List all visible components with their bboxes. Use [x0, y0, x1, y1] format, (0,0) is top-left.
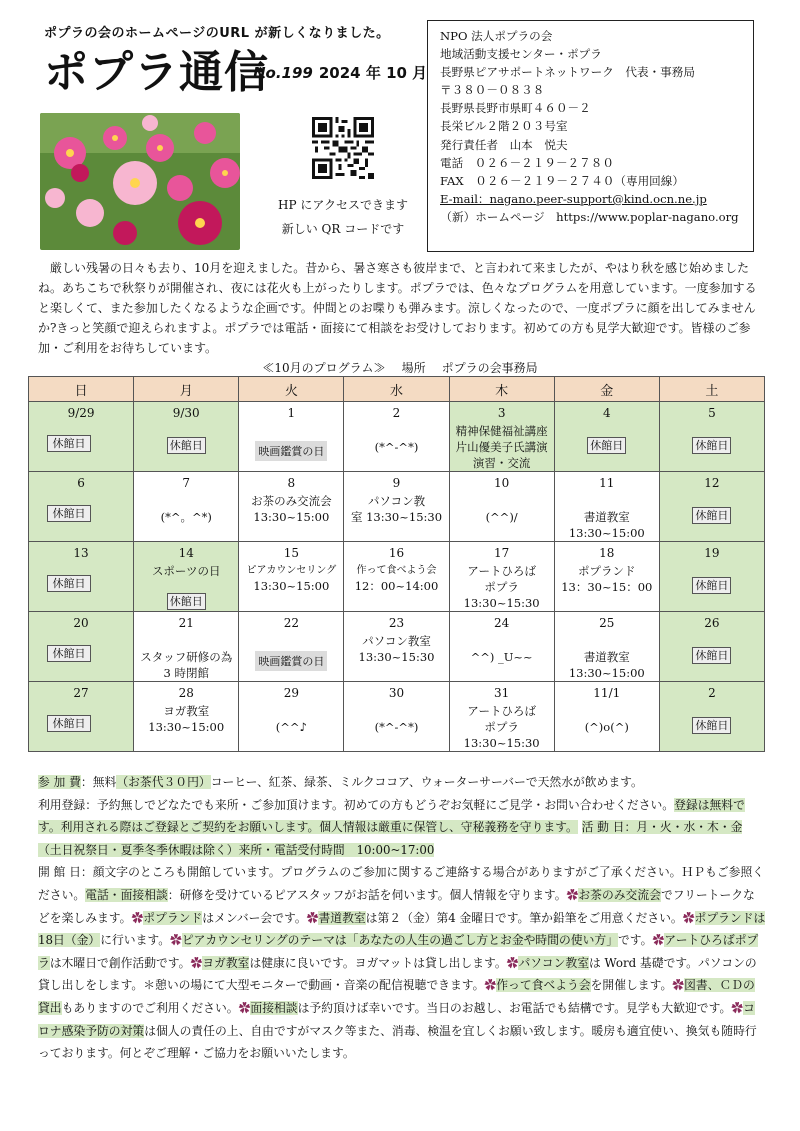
flower-bullet-icon: ✿	[306, 910, 319, 925]
calendar-event-text: スポーツの日	[151, 564, 221, 578]
weekday-sun: 日	[29, 377, 134, 402]
organization-info-box	[427, 20, 754, 252]
calendar-event-text: 13:30~15:00	[568, 526, 645, 540]
calendar-event-text: 13：30~15：00	[561, 580, 653, 594]
homepage-link[interactable]: （新）ホームページ https://www.poplar-nagano.org	[440, 209, 739, 224]
calendar-event-text	[452, 493, 552, 509]
intro-paragraph: 厳しい残暑の日々も去り、10月を迎えました。昔から、暑さ寒さも彼岸まで、と言われて来ましたが、やはり秋を感じ始めましたね。あちこちで秋祭りが開催され、夜には花火も上がったりします。ポプラでは、色々なプログラムを用意しています。一度参加すると楽しくて、また参加したくなるような企画です。仲間とのお喋りも弾みます。涼しくなったので、一度ポプラに顔を出してみませんか?きっと笑顔で迎えられますよ。ポプラでは電話・面接にて相談をお受けしております。初めての方も見学大歓迎です。皆様のご参加・ご利用をお待ちしています。	[38, 261, 757, 355]
calendar-day-cell	[344, 402, 449, 472]
calendar-event-text: 書道教室	[583, 650, 630, 664]
url-notice: ポプラの会のホームページのURL が新しくなりました。	[44, 26, 390, 41]
calendar-event-text	[557, 633, 657, 649]
calendar-event-text: (^^♪	[275, 720, 307, 734]
calendar-day-number: 26	[704, 616, 720, 630]
calendar-day-cell	[554, 542, 659, 612]
calendar-event-text: 13:30~15:30	[463, 596, 540, 610]
calendar-day-number: 21	[178, 616, 194, 630]
calendar-day-number: 11	[599, 476, 615, 490]
popland-text: はメンバー会です。	[202, 910, 307, 925]
cosmos-flowers-image	[40, 113, 240, 250]
calendar-event-text: 3 時閉館	[163, 666, 209, 680]
calendar-day-number: 9/30	[172, 406, 200, 420]
info-line: 発行責任者 山本 悦夫	[440, 137, 568, 152]
calendar-event-text: 片山優美子氏講演	[455, 440, 548, 454]
calendar-event-text	[346, 423, 446, 439]
calendar-day-cell	[554, 682, 659, 752]
fee-line	[38, 771, 766, 794]
calendar-day-number: 16	[388, 546, 405, 560]
calendar-day-number: 18	[599, 546, 615, 560]
calendar-day-cell	[239, 612, 344, 682]
closed-day-label: 休館日	[692, 437, 731, 454]
calendar-day-number: 6	[77, 476, 85, 490]
issue-info	[253, 62, 427, 83]
art-label: アートひろばポプラ	[38, 933, 759, 970]
calendar-day-cell	[239, 682, 344, 752]
info-line: 長野県ピアサポートネットワーク 代表・事務局	[440, 65, 695, 80]
info-line: 電話 ０２６－２１９－２７８０	[440, 155, 614, 170]
popland-date: ポプランドは18日（金）	[38, 910, 766, 948]
popland-label: ポプランド	[143, 910, 203, 925]
calendar-day-cell	[239, 542, 344, 612]
flower-bullet-icon: ✿	[652, 933, 665, 948]
pc-label: パソコン教室	[518, 955, 589, 970]
info-line: 〒３８０－０８３８	[440, 83, 545, 98]
calendar-day-number: 19	[704, 546, 720, 560]
calendar-event-text: ^^) _U~~	[470, 650, 533, 664]
info-line: FAX ０２６－２１９－２７４０（専用回線）	[440, 173, 684, 188]
calendar-day-number: 5	[708, 406, 716, 420]
calendar-week-row	[29, 612, 765, 682]
qr-caption	[262, 193, 424, 241]
calendar-event-text: アートひろば	[467, 704, 536, 718]
calendar-event-text: 12：00~14:00	[354, 579, 439, 593]
calendar-day-cell	[449, 402, 554, 472]
calendar-event-text: 書道教室	[583, 510, 630, 524]
calendar-event-text: 13:30~15:30	[463, 736, 540, 750]
program-title: ≪10月のプログラム≫	[262, 361, 386, 375]
activity-days: 活 動 日：月・火・水・木・金（土日祝祭日・夏季冬季休暇は除く）来所・電話受付時間 10:00~17:00	[38, 820, 743, 857]
weekday-wed: 水	[344, 377, 449, 402]
yoga-label: ヨガ教室	[202, 955, 250, 970]
calendar-day-cell	[449, 472, 554, 542]
calendar-day-cell	[449, 542, 554, 612]
calendar-event-text: パソコン教	[367, 494, 426, 508]
flower-bullet-icon: ✿	[131, 910, 144, 925]
flower-bullet-icon: ✿	[731, 1000, 744, 1015]
closed-day-label: 休館日	[47, 715, 91, 732]
movie-day-label: 映画鑑賞の日	[255, 651, 327, 671]
calendar-day-cell	[239, 472, 344, 542]
calendar-day-cell	[659, 542, 764, 612]
library-text: もありますのでご利用ください。	[61, 1000, 239, 1015]
calendar-event-text: (*^-^*)	[374, 720, 419, 734]
calendar-event-text: パソコン教室	[362, 634, 431, 648]
covid-text: は個人の責任の上、自由ですがマスク等また、消毒、検温を宜しくお願い致します。暖房も適宜使い、換気も随時行っております。何とぞご理解・ご協力をお願いいたします。	[38, 1023, 757, 1061]
closed-day-label: 休館日	[692, 577, 731, 594]
peer-counseling-theme: ピアカウンセリングのテーマは「あなたの人生の過ごし方とお金や時間の使い方」	[181, 933, 618, 948]
calendar-week-row	[29, 542, 765, 612]
qr-caption-line-1: HP にアクセスできます	[278, 198, 408, 212]
flower-bullet-icon: ✿	[682, 910, 695, 925]
calendar-day-number: 10	[493, 476, 510, 490]
yoga-text: は健康に良いです。ヨガマットは貸し出します。	[249, 955, 507, 970]
registration-b: 登録は無料です。利用される際はご登録とご契約をお願いします。個人情報は厳重に保管し、守秘義務を守ります。	[38, 797, 745, 835]
calendar-day-cell	[659, 682, 764, 752]
calendar-day-number: 15	[283, 546, 299, 560]
closed-day-label: 休館日	[47, 645, 91, 662]
calendar-event-text: 作って食べよう会	[356, 565, 437, 576]
calendar-day-cell	[134, 472, 239, 542]
calendar-event-text: 13:30~15:00	[253, 579, 330, 593]
calendar-event-text: 13:30~15:30	[358, 650, 435, 664]
closed-day-label: 休館日	[167, 437, 206, 454]
calligraphy-text: は第２（金）第4 金曜日です。筆か鉛筆をご用意ください。	[365, 910, 683, 925]
calendar-day-cell	[134, 542, 239, 612]
calendar-day-cell	[659, 472, 764, 542]
info-line: NPO 法人ポプラの会	[440, 29, 553, 43]
calendar-day-cell	[344, 472, 449, 542]
calendar-day-number: 9/29	[67, 406, 95, 420]
calendar-day-cell	[134, 612, 239, 682]
calendar-event-text	[557, 493, 657, 509]
calendar-week-row	[29, 682, 765, 752]
calendar-event-text	[557, 703, 657, 719]
fee-label: 参 加 費	[38, 775, 81, 789]
calendar-day-number: 13	[73, 546, 89, 560]
calendar-week-row	[29, 472, 765, 542]
calendar-day-number: 11/1	[593, 686, 621, 700]
calendar-day-number: 3	[497, 406, 506, 420]
closed-day-label: 休館日	[167, 593, 206, 610]
calendar-day-number: 2	[392, 406, 401, 420]
fee-drinks: コーヒー、紅茶、緑茶、ミルクココア、ウォーターサーバーで天然水が飲めます。	[210, 775, 643, 789]
flower-bullet-icon: ✿	[506, 955, 519, 970]
calendar-day-number: 30	[388, 686, 405, 700]
newsletter-title: ポプラ通信	[44, 47, 269, 98]
calendar-day-number: 2	[708, 686, 716, 700]
calendar-day-cell	[29, 402, 134, 472]
covid-label: コロナ感染予防の対策	[38, 1000, 755, 1038]
program-place: ポプラの会事務局	[441, 361, 538, 375]
calendar-event-text: ヨガ教室	[163, 704, 210, 718]
flower-bullet-icon: ✿	[238, 1000, 251, 1015]
calendar-day-cell	[344, 542, 449, 612]
weekday-mon: 月	[134, 377, 239, 402]
weekday-tue: 火	[239, 377, 344, 402]
calendar-event-text: 13:30~15:00	[568, 666, 645, 680]
calendar-day-number: 27	[73, 686, 89, 700]
info-line: 長野県長野市県町４６０－２	[440, 101, 591, 116]
peer-counseling-text: です。	[618, 933, 653, 948]
calendar-day-number: 17	[493, 546, 510, 560]
closed-day-label: 休館日	[587, 437, 626, 454]
cooking-label: 作って食べよう会	[496, 978, 591, 993]
calligraphy-label: 書道教室	[318, 910, 366, 925]
issue-date: 2024 年 10 月	[318, 64, 428, 82]
calendar-day-number: 8	[287, 476, 296, 490]
calendar-event-text: ポプラ	[484, 580, 519, 594]
closed-day-label: 休館日	[47, 505, 91, 522]
calendar-event-text: 13:30~15:00	[253, 510, 330, 524]
weekday-sat: 土	[659, 377, 764, 402]
calendar-day-number: 29	[283, 686, 299, 700]
calendar-day-cell	[344, 612, 449, 682]
calendar-day-cell	[134, 402, 239, 472]
registration-text	[38, 794, 766, 862]
flower-bullet-icon: ✿	[672, 978, 685, 993]
calendar-event-text: ポプラ	[484, 720, 519, 734]
weekday-thu: 木	[449, 377, 554, 402]
calendar-day-cell	[449, 682, 554, 752]
calendar-day-cell	[659, 612, 764, 682]
movie-day-label: 映画鑑賞の日	[255, 441, 327, 461]
calendar-day-number: 12	[704, 476, 720, 490]
weekday-fri: 金	[554, 377, 659, 402]
closed-day-label: 休館日	[47, 435, 91, 452]
calendar-day-cell	[134, 682, 239, 752]
calendar-event-text: スタッフ研修の為	[140, 650, 233, 664]
flower-bullet-icon: ✿	[484, 978, 497, 993]
calendar-event-text: (*^-^*)	[374, 440, 419, 454]
calendar-day-cell	[554, 472, 659, 542]
open-days: 開 館 日：顔文字のところも開館しています。プログラムのご参加に関するご連絡する場合がありますがご了承ください。ＨＰもご参照ください。	[38, 865, 765, 902]
calendar-event-text	[346, 703, 446, 719]
calendar-day-cell	[344, 682, 449, 752]
flower-bullet-icon: ✿	[190, 955, 203, 970]
calendar-day-cell	[554, 612, 659, 682]
calendar-day-number: 22	[283, 616, 299, 630]
calendar-day-number: 24	[493, 616, 510, 630]
registration-a: 利用登録：予約無しでどなたでも来所・ご参加頂けます。初めての方もどうぞお気軽にご見学・お問い合わせください。	[38, 797, 675, 812]
calendar-event-text: ポプランド	[578, 564, 636, 578]
popland-date-text: に行います。	[100, 933, 171, 948]
pc-text: は Word 基礎です。パソコンの貸し出しをします。＊憩いの場にて大型モニターで動画・音楽の配信視聴できます。	[38, 955, 757, 993]
calendar-event-text: 室 13:30~15:30	[350, 510, 443, 524]
calendar-day-number: 1	[287, 406, 296, 420]
info-line: 地域活動支援センター・ポプラ	[440, 47, 602, 62]
calendar-event-text: ピアカウンセリング	[246, 565, 337, 576]
calendar-event-text: (^)o(^)	[584, 720, 629, 734]
calendar-event-text	[452, 633, 552, 649]
calendar-event-text: 精神保健福祉講座	[455, 424, 548, 438]
calendar-day-number: 20	[73, 616, 89, 630]
program-calendar	[28, 376, 765, 752]
program-heading	[0, 359, 800, 376]
calendar-day-cell	[659, 402, 764, 472]
consult-text: ：研修を受けているピアスタッフがお話を伺います。個人情報を守ります。	[167, 887, 567, 902]
calendar-day-cell	[29, 472, 134, 542]
consult-label: 電話・面接相談	[85, 887, 168, 902]
calendar-event-text: (*^。^*)	[160, 510, 212, 524]
library-label: 図書、ＣＤの貸出	[38, 978, 755, 1015]
fee-free: ：無料	[80, 775, 117, 789]
qr-caption-line-2: 新しい QR コードです	[281, 222, 405, 236]
calendar-event-text: (^^)/	[485, 510, 518, 524]
calendar-day-number: 7	[182, 476, 191, 490]
calendar-day-number: 23	[388, 616, 405, 630]
calendar-event-text	[241, 703, 341, 719]
calendar-day-cell	[29, 612, 134, 682]
art-text: は木曜日で創作活動です。	[49, 955, 191, 970]
interview-label: 面接相談	[250, 1000, 298, 1015]
calendar-day-number: 25	[599, 616, 615, 630]
calendar-day-cell	[29, 542, 134, 612]
calendar-event-text: お茶のみ交流会	[251, 494, 332, 508]
calendar-week-row	[29, 402, 765, 472]
closed-day-label: 休館日	[692, 717, 731, 734]
fee-tea: （お茶代３０円）	[116, 775, 211, 789]
details-text	[38, 861, 766, 1064]
closed-day-label: 休館日	[692, 507, 731, 524]
tea-party-text: でフリートークなどを楽しみます。	[38, 887, 755, 925]
issue-number: No.199	[253, 64, 313, 82]
weekday-header-row	[29, 377, 765, 402]
interview-text: は予約頂けば幸いです。当日のお越し、お電話でも結構です。見学も大歓迎です。	[297, 1000, 732, 1015]
closed-day-label: 休館日	[47, 575, 91, 592]
calendar-day-number: 28	[178, 686, 194, 700]
calendar-day-number: 31	[493, 686, 510, 700]
calendar-day-number: 4	[602, 406, 611, 420]
footer-notes	[38, 771, 766, 1065]
calendar-event-text: 13:30~15:00	[148, 720, 225, 734]
cooking-text: を開催します。	[590, 978, 673, 993]
calendar-day-cell	[554, 402, 659, 472]
calendar-day-cell	[449, 612, 554, 682]
calendar-event-text: アートひろば	[467, 564, 536, 578]
calendar-day-cell	[239, 402, 344, 472]
calendar-event-text: 演習・交流	[472, 456, 531, 470]
email-link[interactable]: E-mail：nagano.peer-support@kind.ocn.ne.jp	[440, 191, 707, 206]
program-place-label: 場所	[401, 361, 426, 375]
calendar-day-cell	[29, 682, 134, 752]
info-line: 長栄ビル２階２０３号室	[440, 119, 568, 134]
flower-bullet-icon: ✿	[170, 933, 182, 948]
calendar-day-number: 9	[392, 476, 401, 490]
tea-party-label: お茶のみ交流会	[578, 887, 661, 902]
flower-bullet-icon: ✿	[566, 887, 579, 902]
calendar-event-text	[136, 633, 236, 649]
calendar-event-text	[136, 493, 236, 509]
calendar-day-number: 14	[178, 546, 194, 560]
closed-day-label: 休館日	[692, 647, 731, 664]
qr-code[interactable]	[312, 117, 374, 179]
